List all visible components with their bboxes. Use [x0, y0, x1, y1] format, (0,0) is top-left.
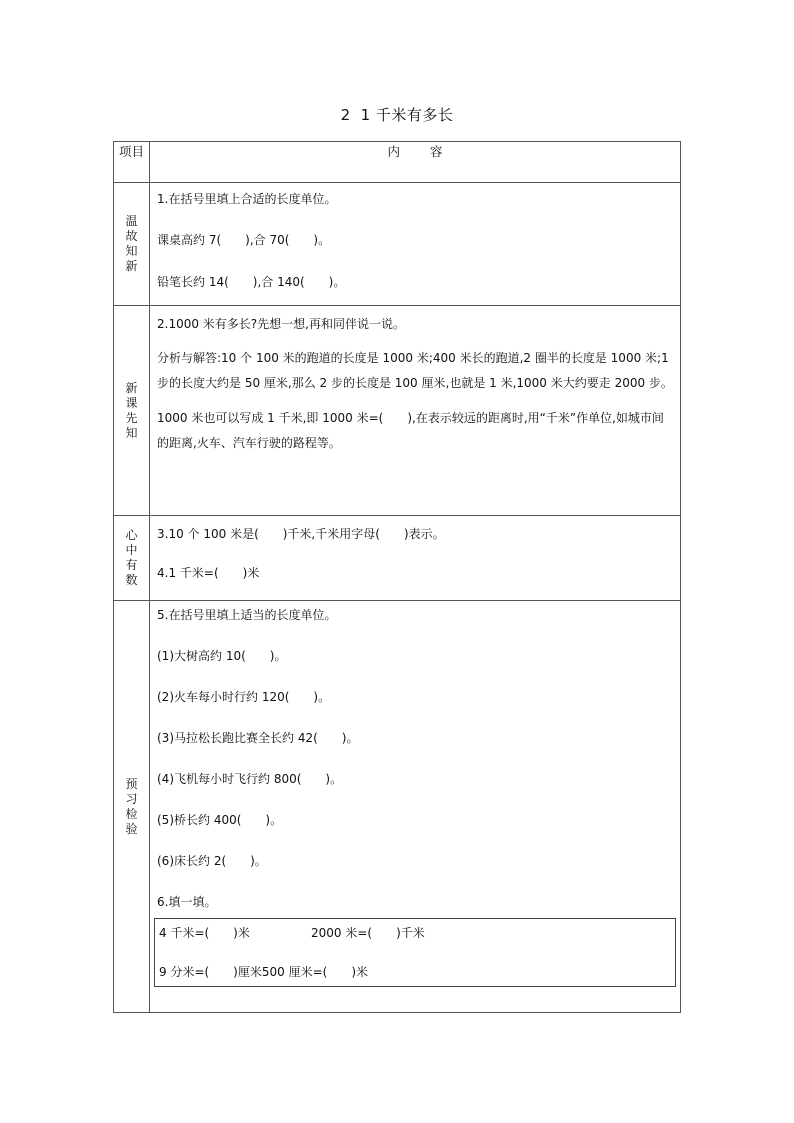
section-label: 新 课 先 知 — [114, 306, 150, 516]
lesson-number: 2 — [340, 106, 351, 124]
box-item: 2000 米=( )千米 — [311, 926, 425, 940]
section-content — [150, 183, 681, 306]
header-item: 项目 — [114, 142, 150, 183]
question-5-item: (2)火车每小时行约 120( )。 — [157, 690, 331, 704]
section-preview-check — [114, 601, 681, 1013]
question-3: 3.10 个 100 米是( )千米,千米用字母( )表示。 — [157, 527, 445, 541]
box-row — [159, 923, 671, 943]
section-content — [150, 516, 681, 601]
question-5-item: (3)马拉松长跑比赛全长约 42( )。 — [157, 731, 359, 745]
question-1: 1.在括号里填上合适的长度单位。 — [157, 192, 337, 206]
header-row — [114, 142, 681, 183]
fill-in-box — [154, 918, 676, 987]
box-item: 4 千米=( )米 — [159, 926, 250, 940]
worksheet-table — [113, 141, 681, 1013]
analysis-text: 分析与解答:10 个 100 米的跑道的长度是 1000 米;400 米长的跑道,2 圈半的长度是 1000 米;1 步的长度大约是 50 厘米,那么 2 步的长度是 100 厘米,也就是 1 米,1000 米大约要走 2000 步。 — [157, 351, 673, 390]
question-4: 4.1 千米=( )米 — [157, 566, 260, 580]
question-5-item: (1)大树高约 10( )。 — [157, 649, 287, 663]
question-1-line: 铅笔长约 14( ),合 140( )。 — [157, 275, 346, 289]
box-item: 9 分米=( )厘米500 厘米=( )米 — [159, 965, 369, 979]
section-new-lesson — [114, 306, 681, 516]
page-title — [0, 104, 794, 125]
lesson-title: 1 千米有多长 — [360, 106, 454, 124]
question-5-item: (4)飞机每小时飞行约 800( )。 — [157, 772, 343, 786]
section-label: 温 故 知 新 — [114, 183, 150, 306]
question-2: 2.1000 米有多长?先想一想,再和同伴说一说。 — [157, 317, 405, 331]
section-know — [114, 516, 681, 601]
box-row — [159, 962, 671, 982]
header-content: 内容 — [150, 142, 681, 183]
question-1-line: 课桌高约 7( ),合 70( )。 — [157, 233, 331, 247]
section-content — [150, 306, 681, 516]
kilometer-note: 1000 米也可以写成 1 千米,即 1000 米=( ),在表示较远的距离时,用“千米”作单位,如城市间的距离,火车、汽车行驶的路程等。 — [157, 411, 664, 450]
section-review — [114, 183, 681, 306]
section-label: 预 习 检 验 — [114, 601, 150, 1013]
question-5-item: (6)床长约 2( )。 — [157, 854, 267, 868]
section-label: 心 中 有 数 — [114, 516, 150, 601]
question-5: 5.在括号里填上适当的长度单位。 — [157, 608, 337, 622]
question-5-item: (5)桥长约 400( )。 — [157, 813, 283, 827]
question-6: 6.填一填。 — [157, 895, 217, 909]
section-content — [150, 601, 681, 1013]
